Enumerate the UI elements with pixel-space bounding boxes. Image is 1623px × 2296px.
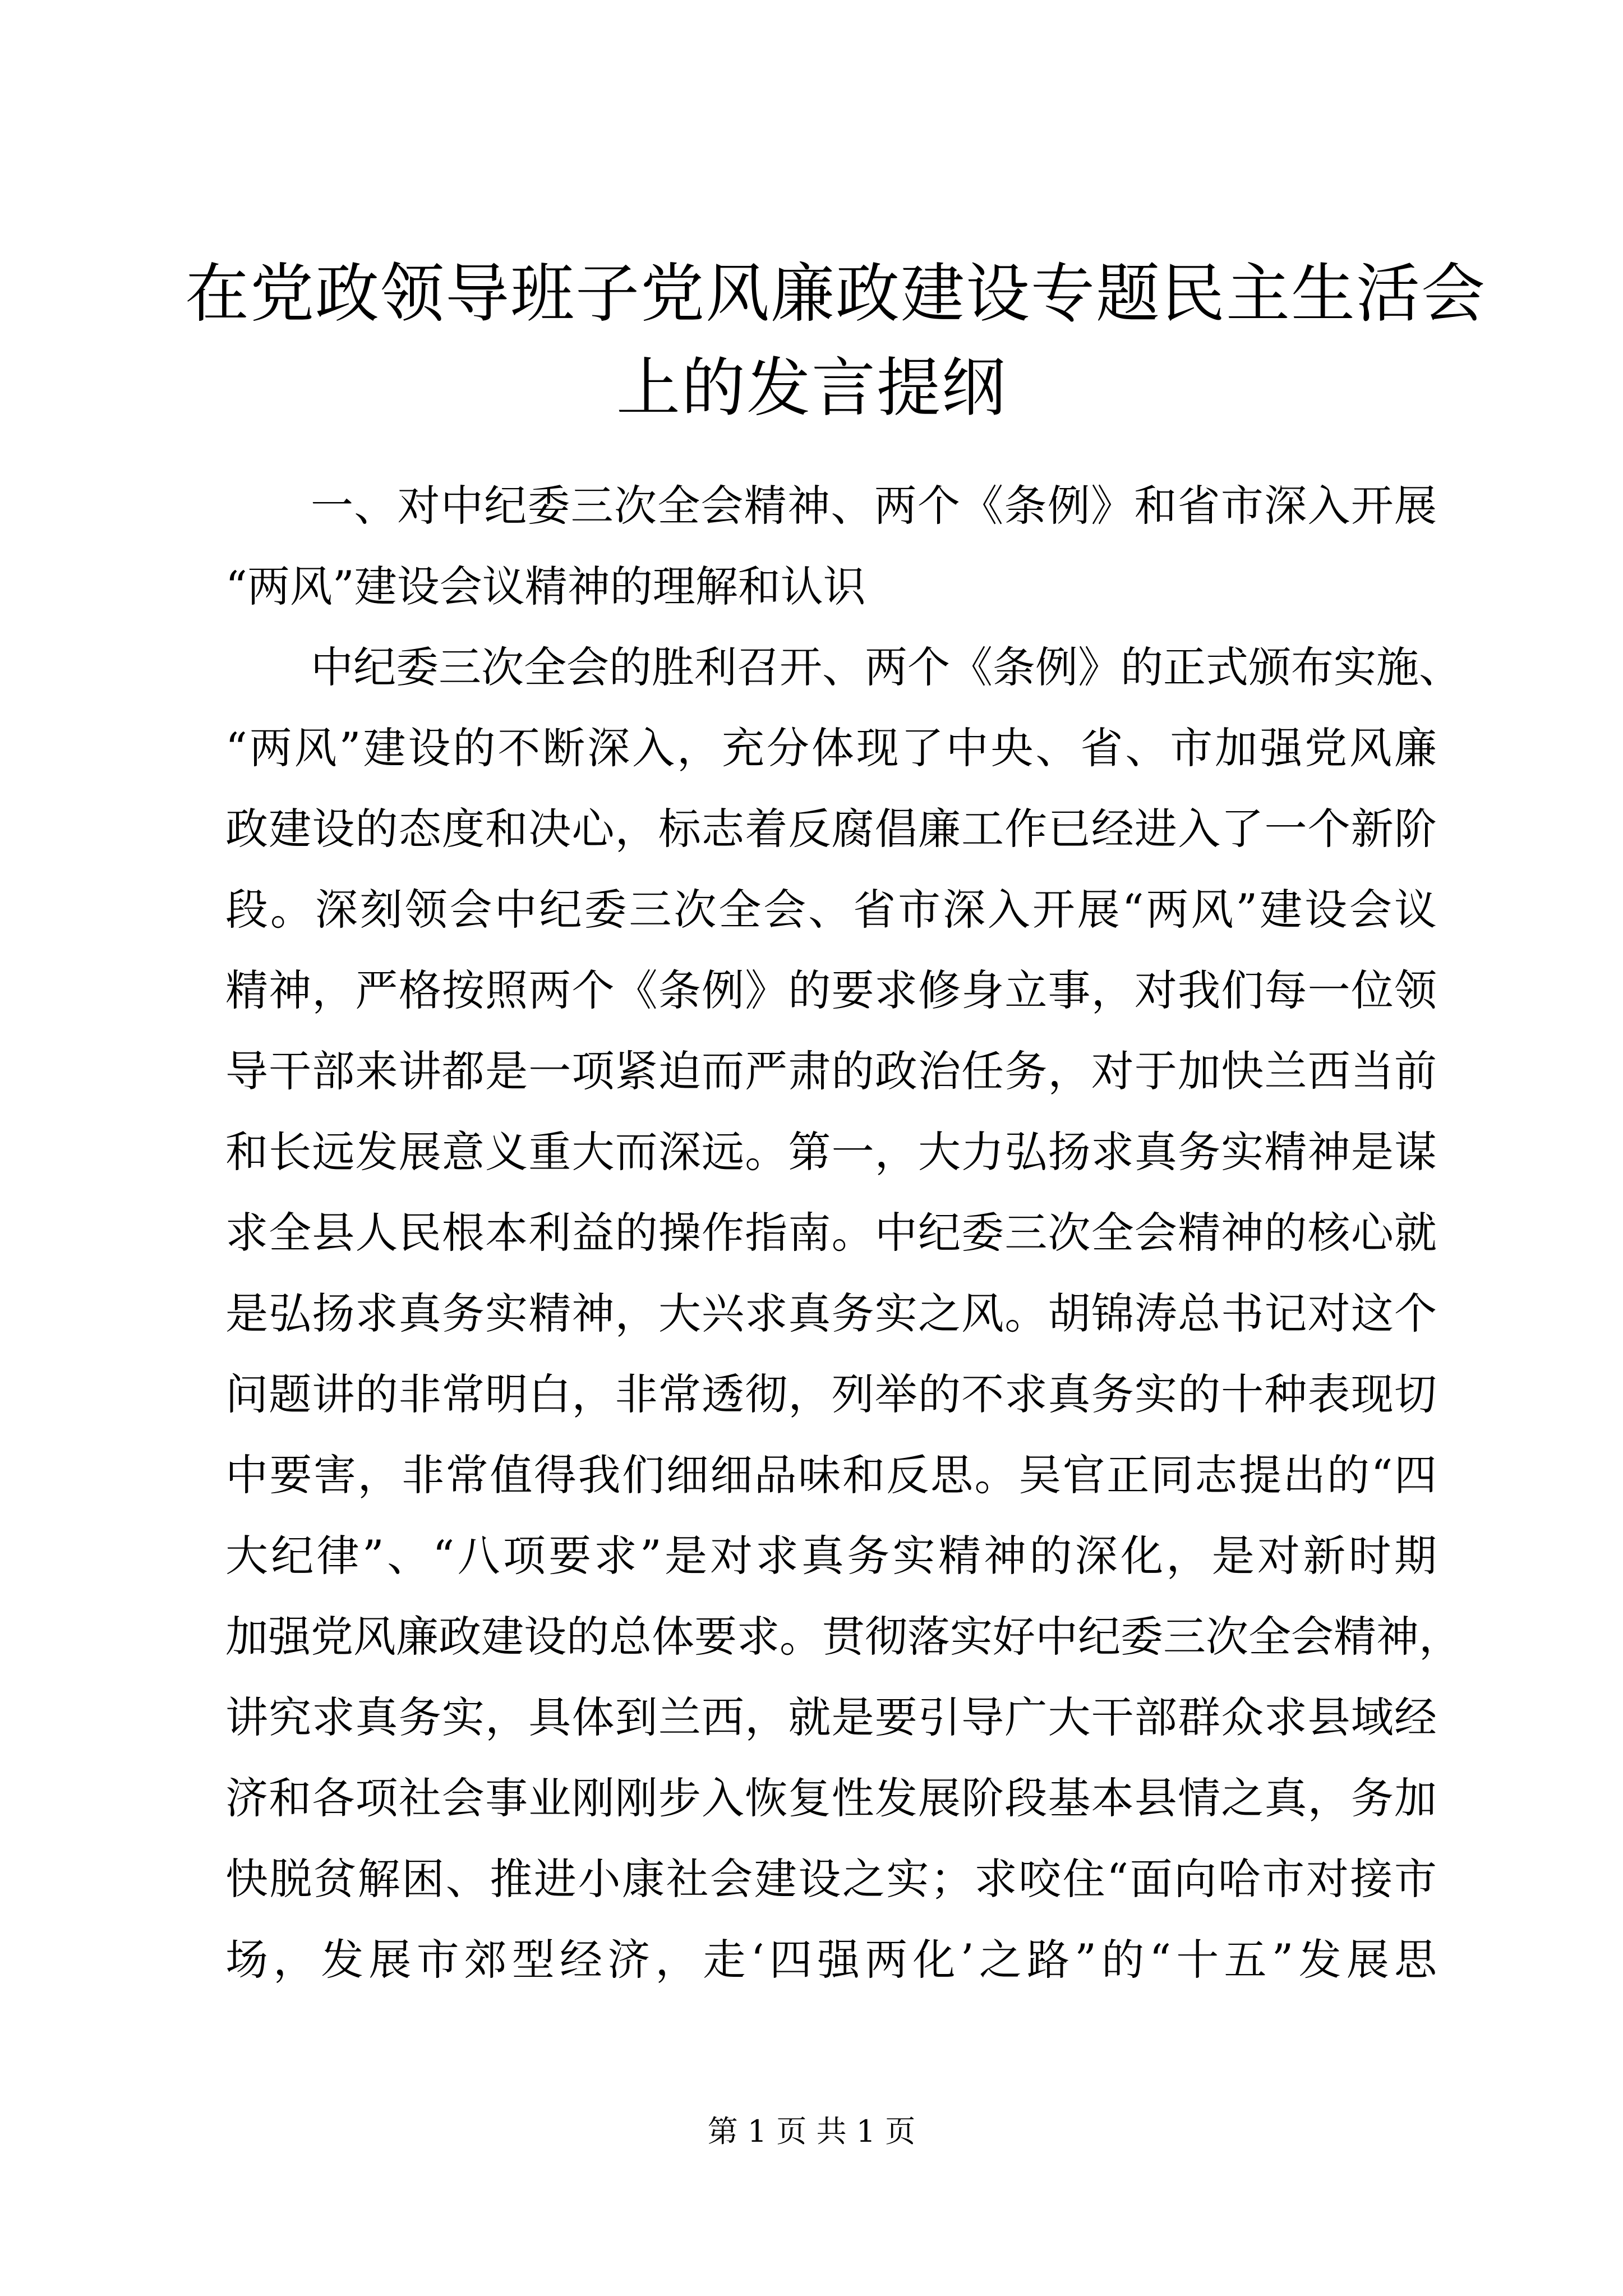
paragraph-line: 加强党风廉政建设的总体要求。贯彻落实好中纪委三次全会精神， <box>225 1612 1461 1662</box>
paragraph-line: 导干部来讲都是一项紧迫而严肃的政治任务，对于加快兰西当前 <box>225 1046 1437 1096</box>
paragraph-line: 中纪委三次全会的胜利召开、两个《条例》的正式颁布实施、 <box>311 642 1461 692</box>
paragraph-line: 和长远发展意义重大而深远。第一，大力弘扬求真务实精神是谋 <box>225 1127 1437 1177</box>
paragraph-line: 政建设的态度和决心，标志着反腐倡廉工作已经进入了一个新阶 <box>225 804 1437 854</box>
section-heading-line-2: “两风”建设会议精神的理解和认识 <box>225 562 866 611</box>
paragraph-line: 场，发展市郊型经济，走‘四强两化’之路”的“十五”发展思 <box>225 1935 1437 1985</box>
document-title <box>185 247 1487 435</box>
paragraph-line: 是弘扬求真务实精神，大兴求真务实之风。胡锦涛总书记对这个 <box>225 1289 1437 1338</box>
section-heading-line-1: 一、对中纪委三次全会精神、两个《条例》和省市深入开展 <box>311 481 1437 531</box>
paragraph-line: 段。深刻领会中纪委三次全会、省市深入开展“两风”建设会议 <box>225 885 1437 935</box>
paragraph-line: 精神，严格按照两个《条例》的要求修身立事，对我们每一位领 <box>225 965 1437 1015</box>
paragraph-line: 中要害，非常值得我们细细品味和反思。吴官正同志提出的“四 <box>225 1450 1437 1500</box>
paragraph-line: 济和各项社会事业刚刚步入恢复性发展阶段基本县情之真，务加 <box>225 1773 1437 1823</box>
paragraph-line: 快脱贫解困、推进小康社会建设之实；求咬住“面向哈市对接市 <box>225 1854 1437 1904</box>
title-line-1: 在党政领导班子党风廉政建设专题民主生活会 <box>185 256 1487 331</box>
document-body <box>225 466 1461 2000</box>
title-line-2: 上的发言提纲 <box>616 351 1007 425</box>
page-footer: 第 1 页 共 1 页 <box>707 2114 916 2149</box>
paragraph-line: 大纪律”、“八项要求”是对求真务实精神的深化，是对新时期 <box>225 1531 1437 1581</box>
paragraph-line: “两风”建设的不断深入，充分体现了中央、省、市加强党风廉 <box>225 723 1437 773</box>
paragraph-line: 求全县人民根本利益的操作指南。中纪委三次全会精神的核心就 <box>225 1208 1437 1258</box>
paragraph-line: 问题讲的非常明白，非常透彻，列举的不求真务实的十种表现切 <box>225 1369 1437 1419</box>
paragraph-line: 讲究求真务实，具体到兰西，就是要引导广大干部群众求县域经 <box>225 1692 1437 1742</box>
